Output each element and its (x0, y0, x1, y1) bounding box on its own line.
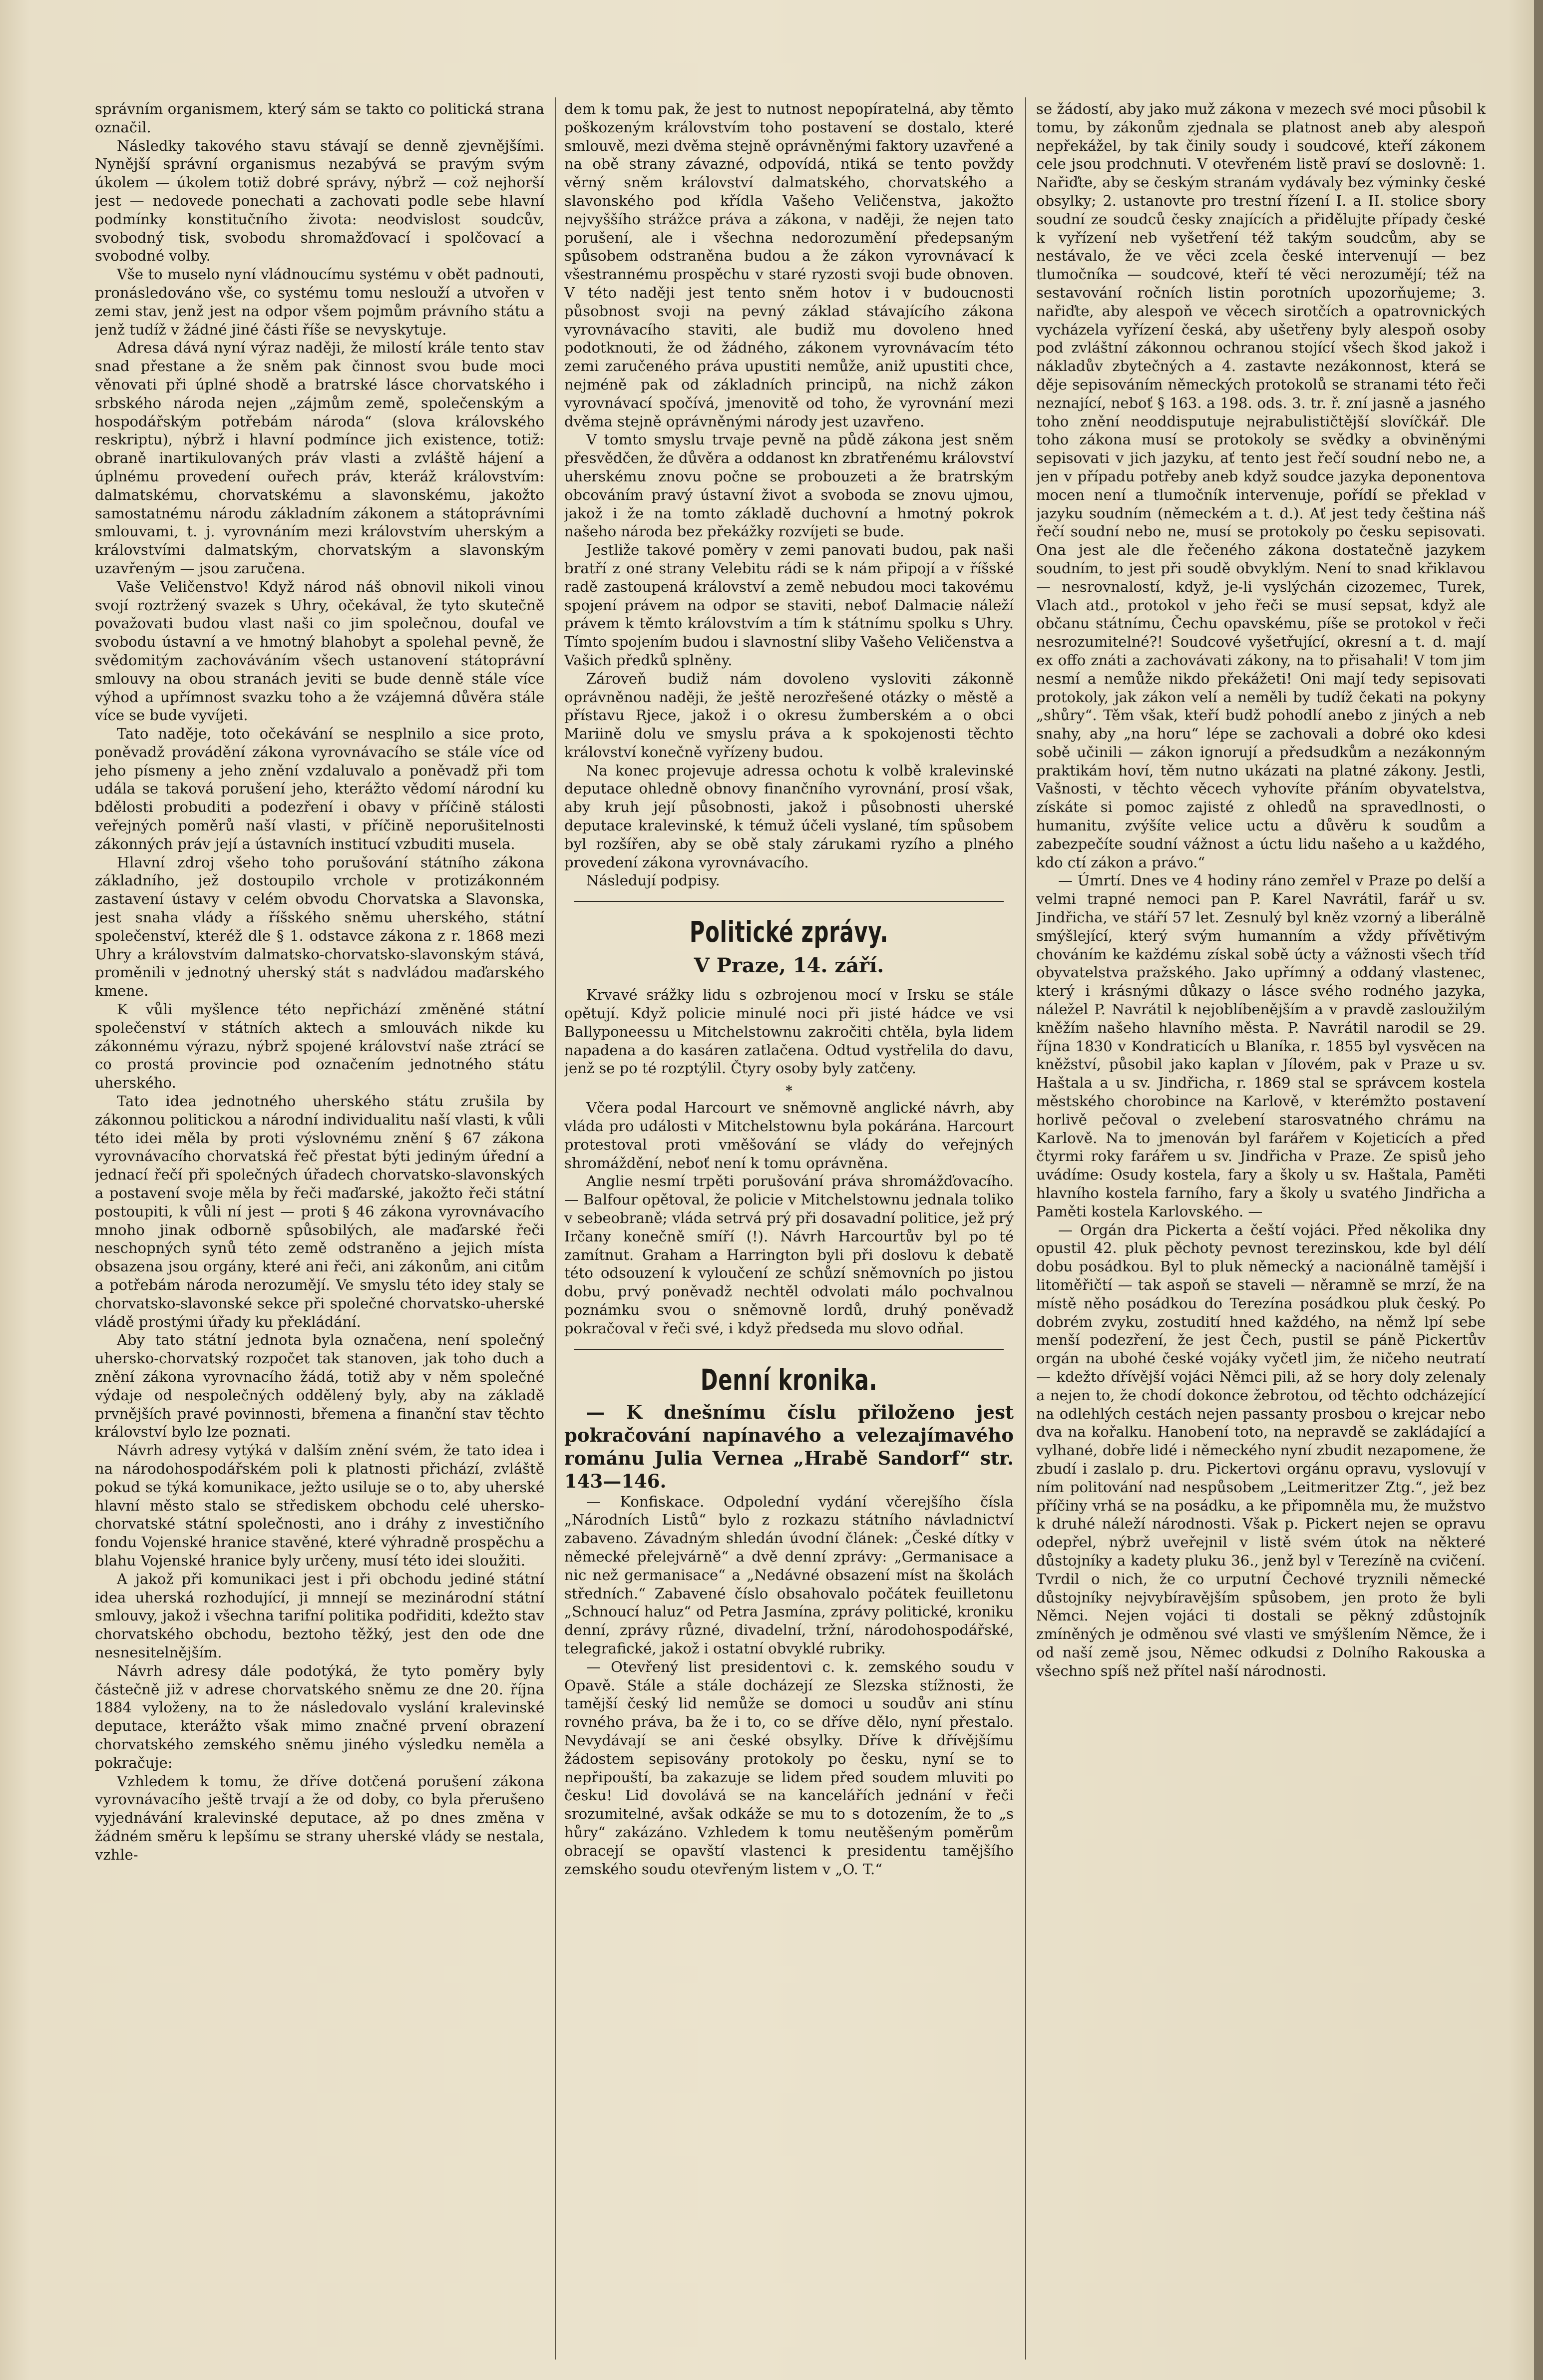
supplement-notice: — K dnešnímu číslu přiloženo jest pokračování napínavého a velezajímavého románu Julia Vernea „Hrabě Sandorf“ str. 143—146. (564, 1401, 1014, 1492)
paragraph: Vzhledem k tomu, že dříve dotčená porušení zákona vyrovnávacího ještě trvají a že od doby, co byla přerušeno vyjednávání kralevinské deputace, až po dnes změna v žádném směru k lepšímu se strany uherské vlády se nestala, vzhle- (95, 1772, 544, 1863)
news-item: — Konfiskace. Odpolední vydání včerejšího čísla „Národních Listů“ bylo z rozkazu státního návladnictví zabaveno. Závadným shledán úvodní článek: „České dítky v německé přelejvárně“ a dvě denní zprávy: „Germanisace a nic než germanisace“ a „Nedávné obsazení míst na školách středních.“ Zabavené číslo obsahovalo počátek feuilletonu „Schnoucí haluz“ od Petra Jasmína, zprávy politické, kroniku denní, zprávy různé, divadelní, tržní, národohospodářské, telegrafické, jakož i ostatní obvyklé rubriky. (564, 1493, 1014, 1657)
paragraph: Vše to muselo nyní vládnoucímu systému v obět padnouti, pronásledováno vše, co systému tomu neslouží a utvořen v zemi stav, jenž jest na odpor všem pojmům právního státu a jenž tudíž v žádné jiné části říše se nevyskytuje. (95, 266, 544, 338)
section-headline-politicke-zpravy: Politické zprávy. (689, 915, 889, 949)
section-headline-denni-kronika: Denní kronika. (700, 1362, 878, 1397)
paragraph: Následují podpisy. (586, 872, 720, 889)
section-divider (574, 1349, 1004, 1350)
news-item: Anglie nesmí trpěti porušování práva shromážďovacího. — Balfour opětoval, že policie v Mitchelstownu jednala toliko v sebeobraně; vláda setrvá prý při dosavadní politice, jež prý Irčany konečně smíří (!). Návrh Harcourtův byl po té zamítnut. Graham a Harrington byli při doslovu k debatě této odsouzení k vyloučení ze schůzí sněmovních po jistou dobu, prvý poněvadž nechtěl odvolati málo pochvalnou poznámku svou o sněmovně lordů, druhý poněvadž pokračoval v řeči své, i když předseda mu slovo odňal. (564, 1173, 1014, 1337)
paragraph: Aby tato státní jednota byla označena, není společný uhersko-chorvatský rozpočet tak stanoven, jak toho duch a znění zákona vyrovnacího žádá, totiž aby v něm společné výdaje od nespolečných oddělený byly, aby na základě prvnějších pravé povinnosti, břemena a finanční stav těchto království bylo lze poznati. (95, 1331, 544, 1441)
news-item: — Otevřený list presidentovi c. k. zemského soudu v Opavě. Stále a stále docházejí ze Slezska stížnosti, že tamější český lid nemůže se domoci u soudův ani stínu rovného práva, ba že i to, co se dříve dělo, nyní přestalo. Nevydávají se ani české obsylky. Dříve k dřívějšímu žádostem sepisovány protokoly po česku, nyní se to nepřipouští, ba zakazuje se lidem před soudem mluviti po česku! Lid dovolává se na kancelářích jednání v řeči srozumitelné, avšak odkáže se mu to s dotozením, že to „s hůry“ zakázáno. Vzhledem k tomu neutěšeným poměrům obracejí se opavští vlastenci k presidentu tamějšího zemského soudu otevřeným listem v „O. T.“ (564, 1658, 1014, 1878)
column-rule (1025, 97, 1026, 2360)
column-rule (555, 97, 556, 2360)
paragraph: Adresa dává nyní výraz naději, že milostí krále tento stav snad přestane a že sněm pak činnost svou bude moci věnovati při úplné shodě a bratrské lásce chorvatského i srbského národa nejen „zájmům země, společenským a hospodářským potřebám národa“ (slova královského reskriptu), nýbrž i hlavní podmínce jich existence, totiž: obraně inartikulovaných práv vlasti a zvláště hájení a úplnému provedení ouřech práv, kteráž královstvím: dalmatskému, chorvatskému a slavonskému, jakožto samostatnému národu základním zákonem a státoprávními smlouvami, t. j. vyrovnáním mezi královstvím uherským a královstvími dalmatským, chorvatským a slavonským uzavřeným — jsou zaručena. (95, 339, 544, 577)
paragraph: Hlavní zdroj všeho toho porušování státního zákona základního, jež dostoupilo vrchole v protizákonném zastavení ústavy v celém obvodu Chorvatska a Slavonska, jest snaha vlády a říšského sněmu uherského, státní společenství, kteréž dle § 1. odstavce zákona z r. 1868 mezi Uhry a královstvím dalmatsko-chorvatsko-slavonským stává, proměnili v jednotný uherský stát s nadvládou maďarského kmene. (95, 853, 544, 1000)
column-3 (1036, 100, 1486, 2357)
page-edge (1534, 0, 1543, 2380)
news-item: — Orgán dra Pickerta a čeští vojáci. Před několika dny opustil 42. pluk pěchoty pevnost terezinskou, kde byl délí dobu posádkou. Byl to pluk německý a nacionálně tamější i litoměřičtí — tak aspoň se staveli — něramně se mrzí, že na místě něho posádkou do Terezína posádkou pluk český. Po dobrém zvyku, zostudití hned každého, na němž lpí sebe menší podezření, že jest Čech, pustil se páně Pickertův orgán na ubohé české vojáky vyčetl jim, že ničeho neutratí — kdežto dřívější vojáci Němci pili, až se hory doly zelenaly a nejen to, že chodí dokonce žebrotou, od těchto odcházející na odlehlých cestách nejen passanty prosbou o krejcar nebo dva na kořalku. Hanobení toto, na nepravdě se zakládající a vylhané, dobře lidé i německého nyní zbudit nezapomene, že zbudí i zaslalo p. dru. Pickertovi orgánu opravu, vyslovují v ním politování nad nespůsobem „Leitmeritzer Ztg.“, jež bez příčiny vrhá se na posádku, a ke připomněla mu, že mužstvo k druhé náleží národnosti. Však p. Pickert nejen se opravu odepřel, nýbrž uveřejnil v listě svém útok na některé důstojníky a kadety pluku 36., jenž byl v Terezíně na cvičení. Tvrdil o nich, že co urputní Čechové tryznili německé důstojníky nejvybíravějším spůsobem, jen proto že byli Němci. Nejen vojáci ti dostali se pěkný zdůstojník zmíněných je odměnou své vlasti ve smýšlením Němce, že i od naší země jsou, Němec odkudsi z Dolního Rakouska a všechno spíš než přítel naší národnosti. (1036, 1221, 1486, 1679)
paragraph: správním organismem, který sám se takto co politická strana označil. (95, 100, 544, 136)
dateline: V Praze, 14. září. (694, 954, 884, 978)
paragraph: Tato naděje, toto očekávání se nesplnilo a sice proto, poněvadž provádění zákona vyrovnávacího se stále více od jeho písmeny a jeho znění vzdaluvalo a poněvadž při tom udála se taková porušení jeho, kterážto vědomí národní ku bdělosti probuditi a podezření i obavy v příčině stálosti veřejných poměrů naší vlasti, v příčině neporušitelnosti zákonných práv její a ústavních institucí vzbuditi musela. (95, 725, 544, 852)
paragraph: Návrh adresy vytýká v dalším znění svém, že tato idea i na národohospodářském poli k platnosti přichází, zvláště pokud se týká komunikace, ježto usiluje se o to, aby uherské hlavní město stalo se střediskem obchodu celé uhersko-chorvatské státní společnosti, ano i dráhy z investičního fondu Vojenské hranice stavěné, které výhradně prospěchu a blahu Vojenské hranice byly určeny, musí této idei sloužiti. (95, 1442, 544, 1569)
paragraph: dem k tomu pak, že jest to nutnost nepopíratelná, aby těmto poškozeným královstvím toho postavení se dostalo, které smlouvě, mezi dvěma stejně oprávněnými faktory uzavřené a na obě strany závazné, odpovídá, ntiká se tento povždy věrný sněm království dalmatského, chorvatského a slavonského pod křídla Vašeho Veličenstva, jakožto nejvyššího strážce práva a zákona, v naději, že nejen tato porušení, ale i všechna nedorozumění předepsaným spůsobem odstraněna budou a že zákon vyrovnávací k všestrannému prospěchu v staré ryzosti svoji bude obnoven. V této naději jest tento sněm hotov i v budoucnosti působnost svoji na pevný základ stávajícího zákona vyrovnávacího staviti, ale budiž mu dovoleno hned podotknouti, že od žádného, zákonem vyrovnávacím této zemi zaručeného práva upustiti nemůže, aniž upustiti chce, nejméně pak od základních principů, na nichž zákon vyrovnávací spočívá, jmenovitě od toho, že vyrovnání mezi dvěma stejně oprávněnými národy jest uzavřeno. (564, 100, 1014, 430)
paragraph: K vůli myšlence této nepřichází změněné státní společenství v státních aktech a smlouvách nikde ku zákonnému výrazu, nýbrž spojené království naše ztrácí se co prostá provincie pod označením jednotného státu uherského. (95, 1001, 544, 1092)
paragraph: Návrh adresy dále podotýká, že tyto poměry byly částečně již v adrese chorvatského sněmu ze dne 20. října 1884 vyloženy, na to že následovalo vyslání kralevinské deputace, kterážto však mimo značné prvení obrazení chorvatského zemského sněmu jiného výsledku neměla a pokračuje: (95, 1662, 544, 1771)
section-divider (574, 901, 1004, 902)
news-item: — Úmrtí. Dnes ve 4 hodiny ráno zemřel v Praze po delší a velmi trapné nemoci pan P. Karel Navrátil, farář u sv. Jindřicha, ve stáří 57 let. Zesnulý byl kněz vzorný a liberálně smýšlející, který svým humanním a vždy přívětivým chováním ke každému získal sobě úcty a vážnosti všech tříd obyvatelstva pražského. Jako upřímný a oddaný vlastenec, který i krásnými důkazy o lásce svého rodného jazyka, náležel P. Navrátil k nejoblíbenějším a v pravdě zasloužilým kněžím našeho hlavního města. P. Navrátil narodil se 29. října 1830 v Kondraticích u Blaníka, r. 1855 byl vysvěcen na kněžství, působil jako kaplan v Jílovém, pak v Praze u sv. Haštala a u sv. Jindřicha, r. 1869 stal se správcem kostela městského chorobince na Karlově, v kterémžto postavení horlivě pečoval o zvelebení starosvatného chrámu na Karlově. Na to jmenován byl farářem v Kojeticích a před čtyrmi roky farářem u sv. Jindřicha v Praze. Ze spisů jeho uvádíme: Osudy kostela, fary a školy u sv. Haštala, Paměti hlavního kostela farního, fary a školy u svatého Jindřicha a Paměti kostela Karlovského. — (1036, 872, 1486, 1220)
column-2 (564, 100, 1014, 2357)
news-item: Včera podal Harcourt ve sněmovně anglické návrh, aby vláda pro události v Mitchelstownu byla pokárána. Harcourt protestoval proti vměšování se vlády do veřejných shromáždění, neboť není k tomu oprávněna. (564, 1099, 1014, 1172)
paragraph: A jakož při komunikaci jest i při obchodu jediné státní idea uherská rozhodující, ji mnnejí se mezinárodní státní smlouvy, jakož i všechna tarifní politika podřiditi, kdežto stav chorvatského obchodu, beztoho těžký, jest den ode dne nesnesitelnějším. (95, 1570, 544, 1661)
paragraph: Vaše Veličenstvo! Když národ náš obnovil nikoli vinou svojí roztržený svazek s Uhry, očekával, že tyto skutečně považovati budou vlast naši co jim společnou, doufal ve svobodu ústavní a ve hmotný blahobyt a spolehal pevně, že svědomitým zachováváním všech ustanovení státoprávní smlouvy na obou stranách jeviti se bude denně stále více výhod a upřímnost svazku toho a že vzájemná důvěra stále více se bude vyvíjeti. (95, 578, 544, 724)
paragraph: V tomto smyslu trvaje pevně na půdě zákona jest sněm přesvědčen, že důvěra a oddanost kn zbratřenému království uherskému znovu počne se probouzeti a že bratrským obcováním pravý ústavní život a svoboda se znovu ujmou, jakož i že na tomto základě duchovní a hmotný pokrok našeho národa bez překážky rozvíjeti se bude. (564, 431, 1014, 540)
paragraph: Následky takového stavu stávají se denně zjevnějšími. Nynější správní organismus nezabývá se pravým svým úkolem — úkolem totiž dobré správy, nýbrž — což nejhorší jest — nedovede ponechati a zachovati podle sebe hlavní podmínky konstitučního života: neodvislost soudcův, svobodný tisk, svobodu shromažďovací i spolčovací a svobodné volby. (95, 137, 544, 265)
paragraph: Zároveň budiž nám dovoleno vysloviti zákonně oprávněnou naději, že ještě nerozřešené otázky o městě a přístavu Rjece, jakož i o okresu žumberském a o obci Mariině dolu ve smyslu práva a k spokojenosti těchto království konečně vyřízeny budou. (564, 670, 1014, 761)
news-item: Krvavé srážky lidu s ozbrojenou mocí v Irsku se stále opětují. Když policie minulé noci při jisté hádce ve vsi Ballyponeessu u Mitchelstownu zakročiti chtěla, byla lidem napadena a do kasáren zatlačena. Odtud vystřelila do davu, jenž se po té rozptýlil. Čtyry osoby byly zatčeny. (564, 986, 1014, 1077)
paragraph: Tato idea jednotného uherského státu zrušila by zákonnou politickou a národní individualitu naší vlasti, k vůli této idei měla by proti výslovnému znění § 67 zákona vyrovnávacího chorvatská řeč přestat býti jediným úřední a jednací řečí při společných úřadech chorvatsko-slavonských a postavení svoje měla by řeči maďarské, jakožto řeči státní postoupiti, k vůli ní jest — proti § 46 zákona vyrovnávacího mnoho jinak odborně spůsobilých, ale maďarské řeči neschopných synů této země odstraněno a jejich místa obsazena jsou orgány, které ani řeči, ani zákonům, ani citům a potřebám národa nerozumějí. Ve smyslu této idey staly se chorvatsko-slavonské sekce při společné chorvatsko-uherské vládě prostými úřady ku překládání. (95, 1093, 544, 1330)
column-1 (95, 100, 544, 2357)
paragraph: se žádostí, aby jako muž zákona v mezech své moci působil k tomu, by zákonům zjednala se platnost aneb aby alespoň nepřekážel, by tak činily soudy i soudcové, kteří zákonem cele jsou prodchnuti. V otevřeném listě praví se doslovně: 1. Nařiďte, aby se českým stranám vydávaly bez výminky české obsylky; 2. ustanovte pro trestní řízení I. a II. stolice sbory soudní ze soudců česky znajících a přidělujte případy české k vyřízení neb vyšetření též takým soudcům, aby se nestávalo, že ve věci zcela české intervenují — bez tlumočníka — soudcové, kteří té věci nerozumějí; též na sestavování ročních listin porotních upozorňujeme; 3. nařiďte, aby alespoň ve věcech sirotčích a opatrovnických vycházela vyřízení česká, aby ušetřeny byly alespoň osoby pod zvláštní zákonnou ochranou stojící všech škod jakož i nákladův zbytečných a 4. zastavte nezákonnost, která se děje sepisováním německých protokolů se stranami této řeči neznající, neboť § 163. a 198. ods. 3. tr. ř. zní jasně a jasného toho znění neoddisputuje nejrabulističtější slovíčkář. Dle toho zákona musí se protokoly se svědky a obviněnými sepisovati v jich jazyku, ať tento jest řečí soudní nebo ne, a jen v případu potřeby aneb když soudce jazyka deponentova mocen není a tlumočník intervenuje, pořídí se překlad v jazyku soudním (německém a t. d.). Ať jest tedy čeština náš řečí soudní nebo ne, musí se protokoly po česku sepisovati. Ona jest ale dle řečeného zákona dostatečně jazykem soudním, to jest při soudě obvyklým. Není to snad křiklavou — nesrovnalostí, když, je-li vyslýchán cizozemec, Turek, Vlach atd., protokol v jeho řeči se musí sepsat, když ale občanu státnímu, Čechu opavskému, píše se protokol v řeči nesrozumitelné?! Soudcové vyšetřující, okresní a t. d. mají ex offo znáti a zachovávati zákony, na to přisahali! V tom jim nesmí a nemůže nikdo překážeti! Oni mají tedy sepisovati protokoly, jak zákon velí a neměli by tudíž čekati na pokyny „shůry“. Těm však, kteří budž pohodlí anebo z jiných a neb snahy, aby „na horu“ lépe se zachovali a dobré oko kdesi sobě učinili — zákon ignorují a předsudkům a nezákonným praktikám hoví, těm nutno ukázati na platné zákony. Jestli, Vašnosti, v těchto věcech vyhovíte přáním obyvatelstva, získáte si pomoc zajisté z ohledů na spravedlnosti, o humanitu, zvýšíte velice uctu a důvěru k soudům a zabezpečíte soudní vážnost a úctu lidu našeho a u každého, kdo ctí zákon a právo.“ (1036, 100, 1486, 871)
paragraph: Na konec projevuje adressa ochotu k volbě kralevinské deputace ohledně obnovy finančního vyrovnání, prosí však, aby kruh její působnosti, jakož i působnosti uherské deputace kralevinské, k témuž účeli vyslané, tím spůsobem byl rozšířen, aby se obě staly zárukami ryzího a plného provedení zákona vyrovnávacího. (564, 762, 1014, 871)
separator-star: * (785, 1084, 792, 1099)
paragraph: Jestliže takové poměry v zemi panovati budou, pak naši bratří z oné strany Velebitu rádi se k nám připojí a v říšské radě zastoupená království a země nebudou moci takovému spojení právem na odpor se staviti, neboť Dalmacie náleží právem k těmto královstvím a tím k státnímu spolku s Uhry. Tímto spojením budou i slavnostní sliby Vašeho Veličenstva a Vašich předků splněny. (564, 541, 1014, 669)
